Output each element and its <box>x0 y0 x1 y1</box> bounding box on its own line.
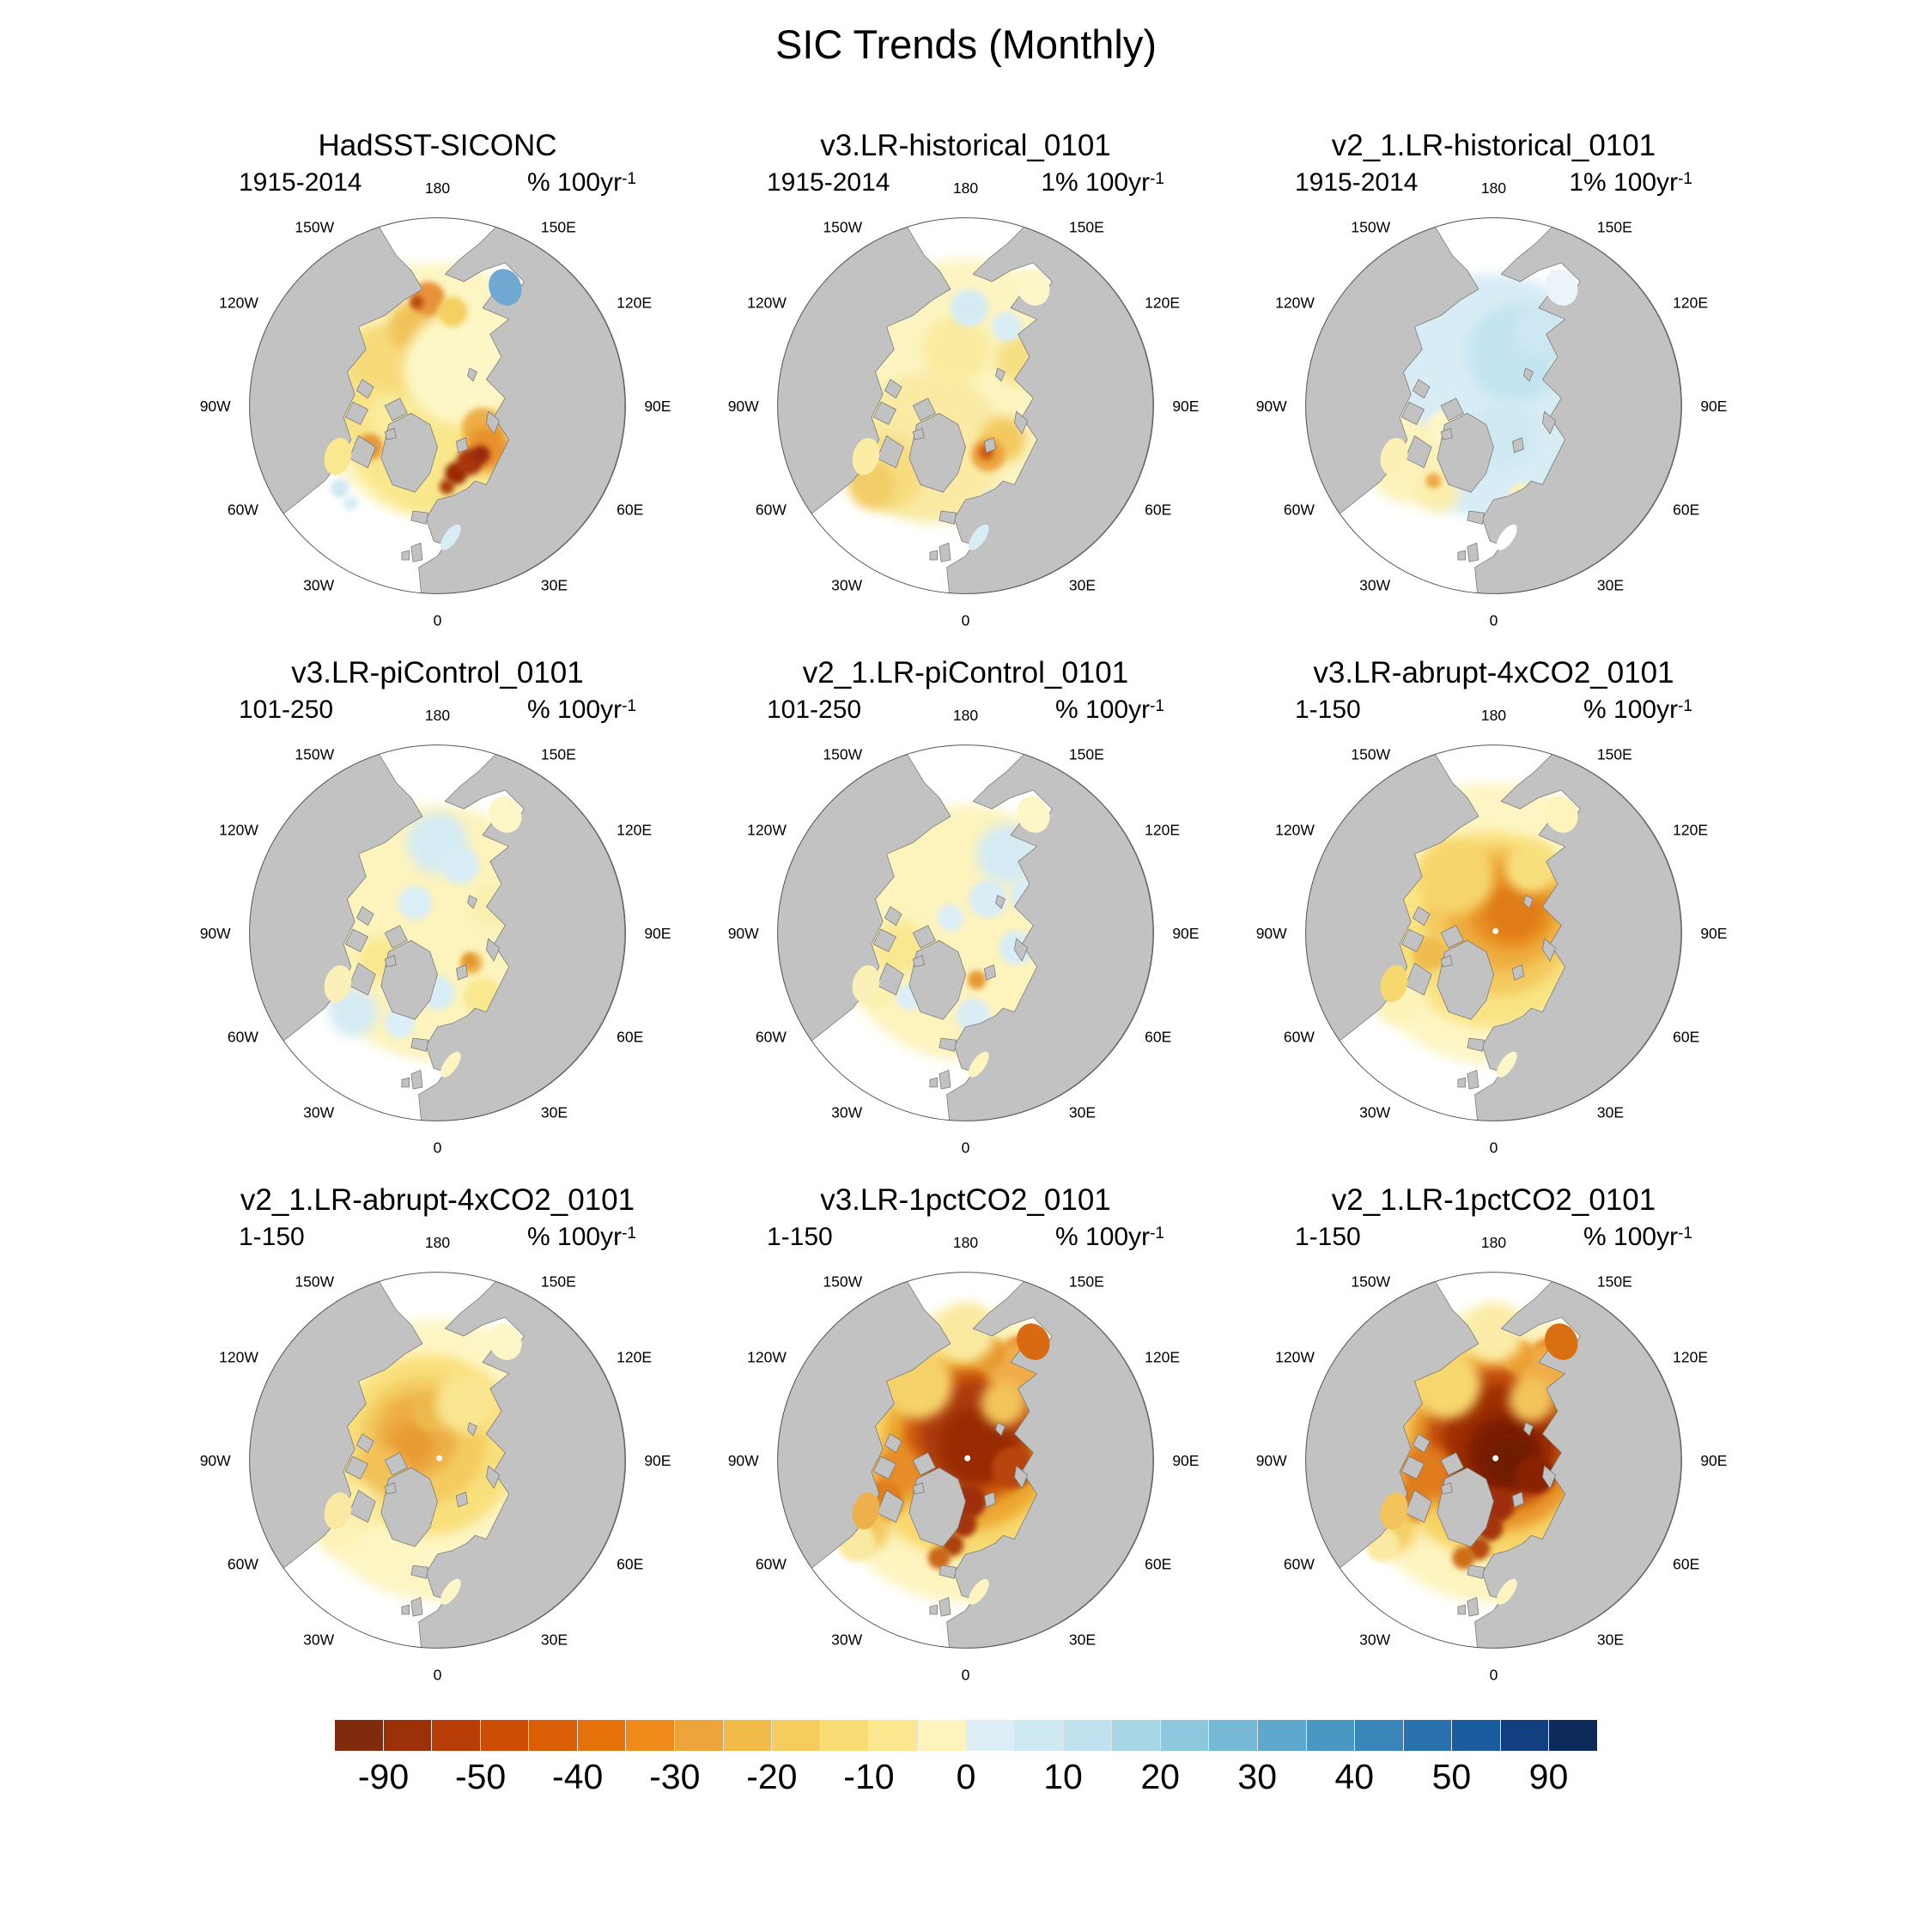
longitude-label: 180 <box>1480 179 1507 197</box>
units-text: % 100yr <box>527 168 623 197</box>
longitude-label: 150W <box>1351 745 1391 763</box>
panel-title: v2_1.LR-1pctCO2_0101 <box>1331 1183 1656 1217</box>
longitude-label: 30W <box>831 576 863 594</box>
panel-period-label: 1-150 <box>1295 696 1361 724</box>
colorbar-cell <box>384 1720 433 1751</box>
colorbar-tick-labels <box>335 1757 1597 1801</box>
colorbar-tick-label: 40 <box>1334 1757 1375 1796</box>
longitude-label: 60W <box>755 1555 787 1573</box>
panel-period-label: 1915-2014 <box>239 168 362 197</box>
longitude-label: 30W <box>1359 1631 1391 1649</box>
colorbar-cell <box>675 1720 724 1751</box>
longitude-label: 0 <box>433 611 442 629</box>
longitude-label: 150W <box>823 1273 863 1291</box>
colorbar-tick-label: -50 <box>454 1757 507 1796</box>
map-panel <box>173 129 702 656</box>
colorbar-cell <box>1258 1720 1307 1751</box>
panel-period-label: 101-250 <box>767 696 862 724</box>
longitude-label: 90E <box>644 1452 671 1470</box>
units-exponent: -1 <box>1150 170 1164 188</box>
longitude-label: 30W <box>1359 576 1391 594</box>
units-text: % 100yr <box>1055 696 1151 724</box>
longitude-label: 0 <box>961 1666 970 1684</box>
panel-title: v2_1.LR-abrupt-4xCO2_0101 <box>240 1183 635 1217</box>
trend-blob <box>343 496 359 512</box>
map-panel <box>702 129 1230 656</box>
map-panel <box>1230 1183 1758 1710</box>
longitude-label: 180 <box>952 179 979 197</box>
longitude-label: 60W <box>227 1028 258 1046</box>
longitude-label: 30W <box>303 1631 335 1649</box>
longitude-label: 150W <box>295 218 335 236</box>
colorbar-cell <box>1015 1720 1064 1751</box>
longitude-label: 90W <box>727 1452 759 1470</box>
units-text: 1% 100yr <box>1569 168 1679 197</box>
colorbar-tick-label: 50 <box>1431 1757 1472 1796</box>
colorbar-tick-label: 30 <box>1237 1757 1278 1796</box>
trend-blob <box>1419 839 1494 914</box>
longitude-label: 180 <box>952 1234 979 1252</box>
longitude-label: 90E <box>1700 925 1728 943</box>
longitude-label: 0 <box>1489 1139 1498 1157</box>
colorbar-tick-label: 10 <box>1043 1757 1083 1796</box>
longitude-label: 150W <box>295 1273 335 1291</box>
longitude-label: 90E <box>1700 398 1728 416</box>
colorbar-cell <box>869 1720 918 1751</box>
units-text: % 100yr <box>1583 696 1679 724</box>
longitude-label: 120W <box>1275 294 1315 312</box>
longitude-label: 90W <box>1255 925 1287 943</box>
longitude-label: 120E <box>617 294 653 312</box>
panel-period-label: 1-150 <box>1295 1223 1361 1251</box>
colorbar-cell <box>772 1720 821 1751</box>
longitude-label: 30W <box>831 1631 863 1649</box>
longitude-label: 60W <box>227 501 258 519</box>
longitude-label: 150E <box>540 745 576 763</box>
polar-map <box>174 696 701 1170</box>
colorbar-cell <box>432 1720 481 1751</box>
longitude-label: 150E <box>1596 1273 1632 1291</box>
longitude-label: 150E <box>1068 1273 1104 1291</box>
longitude-label: 120W <box>747 1348 787 1366</box>
colorbar-cell <box>1209 1720 1258 1751</box>
longitude-label: 90W <box>1255 398 1287 416</box>
longitude-label: 120E <box>1673 294 1709 312</box>
panel-title: v3.LR-historical_0101 <box>820 129 1111 162</box>
longitude-label: 60E <box>1673 501 1700 519</box>
panel-period-label: 1915-2014 <box>767 168 890 197</box>
colorbar-cell <box>1064 1720 1113 1751</box>
units-text: % 100yr <box>1055 1223 1151 1251</box>
colorbar-tick-label: -40 <box>552 1757 604 1796</box>
longitude-label: 30E <box>1596 1631 1625 1649</box>
units-text: % 100yr <box>1583 1223 1679 1251</box>
longitude-label: 180 <box>424 1234 451 1252</box>
units-text: 1% 100yr <box>1041 168 1151 197</box>
longitude-label: 150W <box>823 745 863 763</box>
longitude-label: 120W <box>1275 821 1315 839</box>
colorbar-tick-label: -90 <box>357 1757 410 1796</box>
colorbar-cell <box>1112 1720 1161 1751</box>
longitude-label: 30E <box>540 1631 568 1649</box>
colorbar-cell <box>821 1720 870 1751</box>
longitude-label: 120W <box>1275 1348 1315 1366</box>
longitude-label: 60E <box>1145 501 1172 519</box>
polar-map <box>702 1223 1229 1698</box>
longitude-label: 90E <box>1172 925 1200 943</box>
longitude-label: 120W <box>219 821 258 839</box>
longitude-label: 30E <box>540 1103 568 1121</box>
colorbar-cell <box>529 1720 578 1751</box>
colorbar-cell <box>626 1720 675 1751</box>
polar-map <box>702 168 1229 643</box>
colorbar-tick-label: -30 <box>649 1757 701 1796</box>
panel-period-label: 1915-2014 <box>1295 168 1419 197</box>
longitude-label: 120E <box>617 1348 653 1366</box>
trend-blob <box>938 905 964 932</box>
longitude-label: 90W <box>199 1452 231 1470</box>
longitude-label: 0 <box>1489 1666 1498 1684</box>
longitude-label: 60E <box>1145 1028 1172 1046</box>
panel-title: v2_1.LR-piControl_0101 <box>802 656 1129 690</box>
colorbar <box>335 1720 1597 1751</box>
colorbar-tick-label: -20 <box>746 1757 798 1796</box>
longitude-label: 150E <box>1596 745 1632 763</box>
trend-blob <box>951 289 988 327</box>
panel-title: v3.LR-abrupt-4xCO2_0101 <box>1313 656 1674 690</box>
pole-dot <box>1492 1455 1498 1461</box>
longitude-label: 150W <box>823 218 863 236</box>
panel-title: v3.LR-piControl_0101 <box>291 656 584 690</box>
longitude-label: 120E <box>1673 821 1709 839</box>
trend-blob <box>922 315 990 383</box>
longitude-label: 120E <box>1145 294 1181 312</box>
polar-map <box>174 1223 701 1698</box>
polar-map <box>1230 168 1757 643</box>
longitude-label: 120W <box>219 1348 258 1366</box>
longitude-label: 0 <box>433 1139 442 1157</box>
map-panel <box>702 656 1230 1183</box>
longitude-label: 120W <box>219 294 258 312</box>
polar-map <box>1230 696 1757 1170</box>
longitude-label: 90W <box>199 398 231 416</box>
panel-title: HadSST-SICONC <box>318 129 557 162</box>
panel-period-label: 1-150 <box>239 1223 305 1251</box>
figure-title: SIC Trends (Monthly) <box>775 21 1157 67</box>
units-exponent: -1 <box>1678 697 1692 715</box>
colorbar-cell <box>724 1720 773 1751</box>
longitude-label: 120E <box>1673 1348 1709 1366</box>
trend-blob <box>410 295 423 308</box>
panel-grid <box>173 129 1758 1710</box>
longitude-label: 120E <box>617 821 653 839</box>
units-text: % 100yr <box>527 1223 623 1251</box>
longitude-label: 30E <box>1596 1103 1625 1121</box>
longitude-label: 120W <box>747 294 787 312</box>
polar-map <box>702 696 1229 1170</box>
trend-blob <box>331 479 349 498</box>
longitude-label: 90W <box>727 398 759 416</box>
trend-blob <box>1509 1377 1554 1423</box>
colorbar-tick-label: 90 <box>1528 1757 1569 1796</box>
map-panel <box>173 1183 702 1710</box>
longitude-label: 60E <box>617 1555 644 1573</box>
longitude-label: 150E <box>540 1273 576 1291</box>
longitude-label: 30E <box>1068 1103 1097 1121</box>
longitude-label: 30W <box>831 1103 863 1121</box>
longitude-label: 150W <box>1351 1273 1391 1291</box>
longitude-label: 90E <box>1172 1452 1200 1470</box>
colorbar-cell <box>1307 1720 1356 1751</box>
colorbar-cell <box>335 1720 384 1751</box>
longitude-label: 90E <box>1700 1452 1728 1470</box>
longitude-label: 60W <box>227 1555 258 1573</box>
map-panel <box>1230 656 1758 1183</box>
longitude-label: 30E <box>1068 576 1097 594</box>
units-exponent: -1 <box>1150 1224 1164 1242</box>
longitude-label: 90E <box>644 925 671 943</box>
pole-dot <box>1492 928 1498 934</box>
longitude-label: 0 <box>1489 611 1498 629</box>
trend-blob <box>968 970 987 989</box>
longitude-label: 30W <box>303 576 335 594</box>
units-exponent: -1 <box>1150 697 1164 715</box>
longitude-label: 90W <box>727 925 759 943</box>
pole-dot <box>964 1455 970 1461</box>
trend-blob <box>928 1546 951 1569</box>
longitude-label: 150W <box>1351 218 1391 236</box>
longitude-label: 150W <box>295 745 335 763</box>
longitude-label: 150E <box>1596 218 1632 236</box>
map-panel <box>1230 129 1758 656</box>
longitude-label: 30E <box>1068 1631 1097 1649</box>
trend-blob <box>438 297 468 327</box>
longitude-label: 60E <box>1673 1028 1700 1046</box>
colorbar-tick-label: -10 <box>843 1757 895 1796</box>
longitude-label: 150E <box>1068 745 1104 763</box>
longitude-label: 60W <box>1283 1028 1315 1046</box>
longitude-label: 180 <box>424 179 451 197</box>
colorbar-cell <box>967 1720 1016 1751</box>
map-panel <box>702 1183 1230 1710</box>
longitude-label: 0 <box>433 1666 442 1684</box>
longitude-label: 60E <box>1145 1555 1172 1573</box>
longitude-label: 90E <box>644 398 671 416</box>
units-text: % 100yr <box>527 696 623 724</box>
longitude-label: 180 <box>1480 707 1507 725</box>
longitude-label: 30E <box>1596 576 1625 594</box>
longitude-label: 0 <box>961 611 970 629</box>
longitude-label: 150E <box>540 218 576 236</box>
colorbar-tick-label: 20 <box>1140 1757 1180 1796</box>
colorbar-cell <box>481 1720 530 1751</box>
colorbar-cell <box>1549 1720 1597 1751</box>
units-exponent: -1 <box>622 170 636 188</box>
pole-dot <box>436 1455 442 1461</box>
longitude-label: 120E <box>1145 1348 1181 1366</box>
longitude-label: 60E <box>617 501 644 519</box>
longitude-label: 180 <box>1480 1234 1507 1252</box>
longitude-label: 150E <box>1068 218 1104 236</box>
longitude-label: 120W <box>747 821 787 839</box>
longitude-label: 60W <box>755 501 787 519</box>
longitude-label: 90W <box>1255 1452 1287 1470</box>
longitude-label: 60W <box>755 1028 787 1046</box>
colorbar-cell <box>1404 1720 1453 1751</box>
units-exponent: -1 <box>622 697 636 715</box>
longitude-label: 30E <box>540 576 568 594</box>
longitude-label: 60W <box>1283 501 1315 519</box>
panel-period-label: 1-150 <box>767 1223 833 1251</box>
longitude-label: 180 <box>952 707 979 725</box>
trend-blob <box>398 886 432 920</box>
colorbar-cell <box>1161 1720 1210 1751</box>
colorbar-cell <box>918 1720 967 1751</box>
longitude-label: 30W <box>303 1103 335 1121</box>
trend-blob <box>435 1374 495 1434</box>
longitude-label: 90E <box>1172 398 1200 416</box>
units-exponent: -1 <box>622 1224 636 1242</box>
trend-blob <box>440 479 455 495</box>
trend-blob <box>441 847 479 884</box>
trend-blob <box>1426 473 1442 489</box>
longitude-label: 120E <box>1145 821 1181 839</box>
longitude-label: 60W <box>1283 1555 1315 1573</box>
longitude-label: 60E <box>617 1028 644 1046</box>
colorbar-cell <box>578 1720 627 1751</box>
panel-period-label: 101-250 <box>239 696 334 724</box>
longitude-label: 0 <box>961 1139 970 1157</box>
longitude-label: 90W <box>199 925 231 943</box>
polar-map <box>1230 1223 1757 1698</box>
colorbar-tick-label: 0 <box>956 1757 976 1796</box>
trend-blob <box>992 312 1022 342</box>
colorbar-cell <box>1501 1720 1550 1751</box>
panel-title: v2_1.LR-historical_0101 <box>1331 129 1656 162</box>
longitude-label: 60E <box>1673 1555 1700 1573</box>
map-panel <box>173 656 702 1183</box>
polar-map <box>174 168 701 643</box>
longitude-label: 30W <box>1359 1103 1391 1121</box>
units-exponent: -1 <box>1678 1224 1692 1242</box>
colorbar-cell <box>1452 1720 1501 1751</box>
longitude-label: 180 <box>424 707 451 725</box>
trend-blob <box>471 445 490 464</box>
colorbar-cell <box>1355 1720 1404 1751</box>
panel-title: v3.LR-1pctCO2_0101 <box>820 1183 1111 1217</box>
units-exponent: -1 <box>1678 170 1692 188</box>
